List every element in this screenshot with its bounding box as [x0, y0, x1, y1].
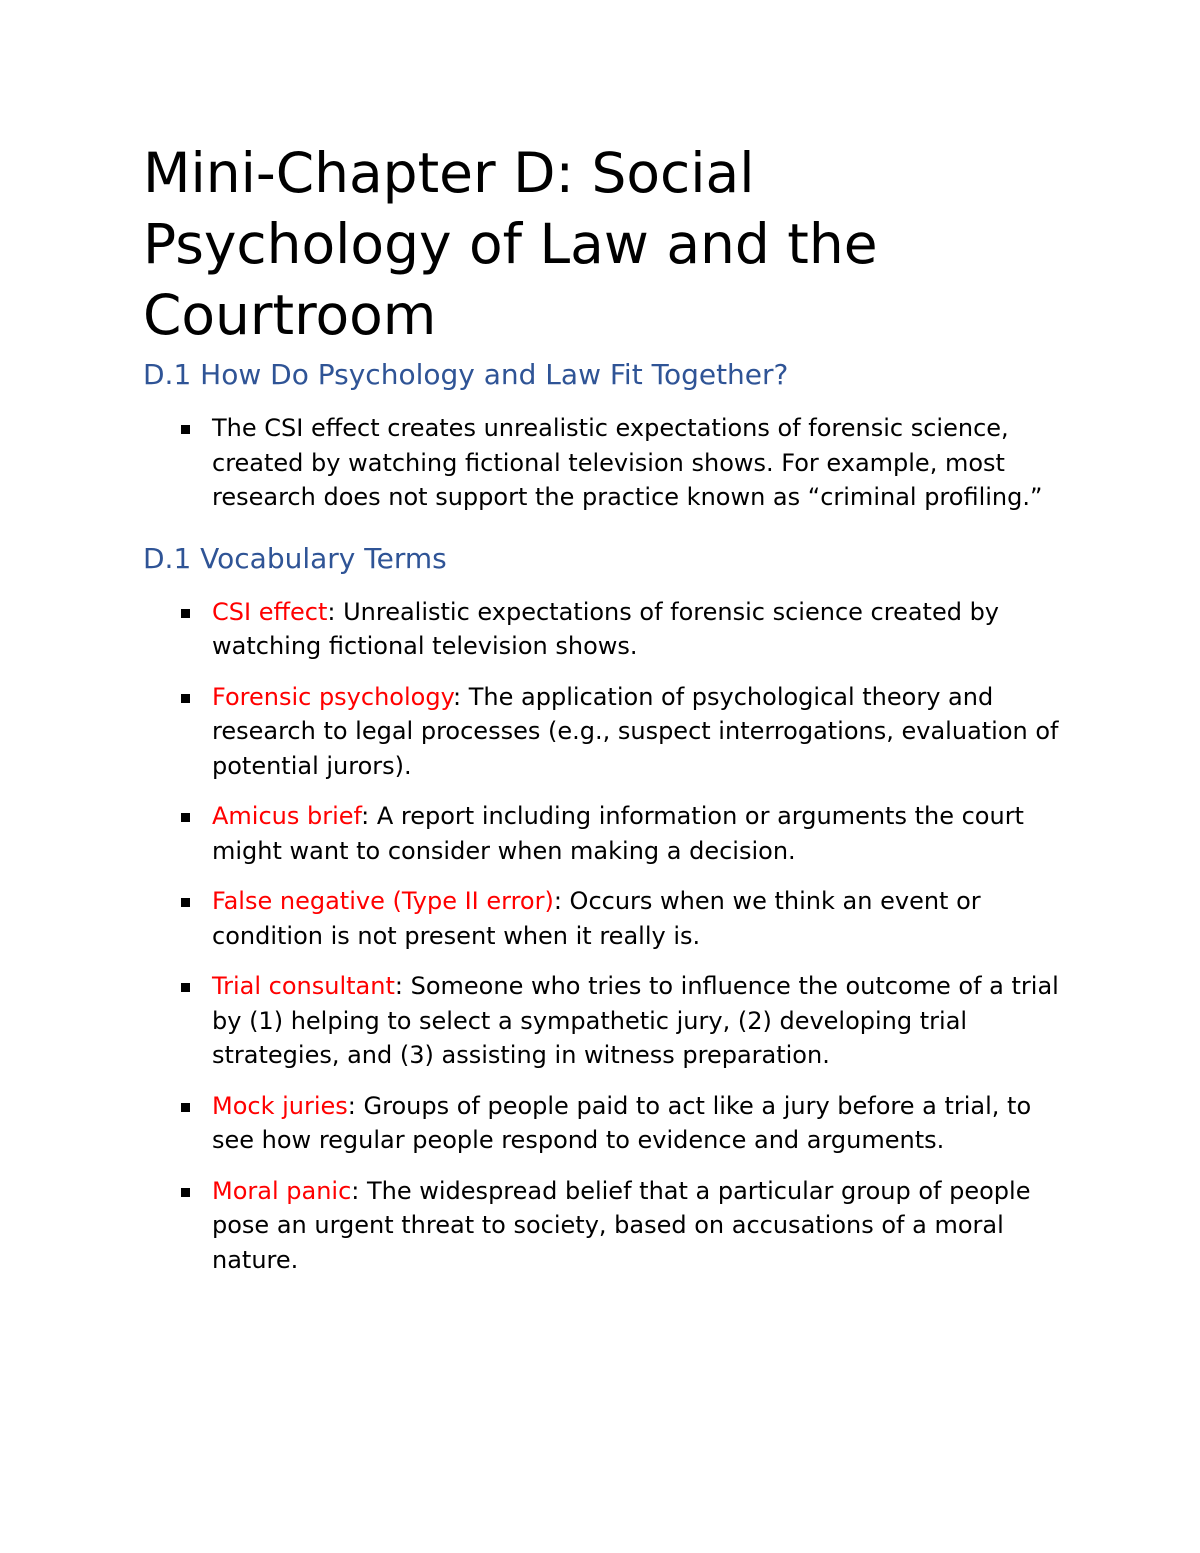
vocab-item-mock-juries — [143, 1089, 1073, 1158]
square-bullet-icon — [181, 1103, 190, 1112]
vocab-definition: : Groups of people paid to act like a jury before a trial, to see how regular people respond to evidence and arguments. — [212, 1091, 1032, 1154]
vocabulary-list — [143, 595, 1073, 1278]
section-heading-vocabulary-terms: D.1 Vocabulary Terms — [143, 541, 447, 575]
square-bullet-icon — [181, 425, 190, 434]
section-1-bullet-list — [143, 411, 1073, 515]
vocab-definition: : The application of psychological theory and research to legal processes (e.g., suspect interrogations, evaluation of potential jurors). — [212, 682, 1059, 780]
vocab-definition: : A report including information or arguments the court might want to consider when making a decision. — [212, 802, 1024, 865]
square-bullet-icon — [181, 813, 190, 822]
list-item — [143, 411, 1073, 515]
vocab-definition: : The widespread belief that a particular group of people pose an urgent threat to society, based on accusations of a moral nature. — [212, 1176, 1031, 1274]
vocab-term: False negative (Type II error) — [212, 887, 554, 915]
document-page — [143, 138, 1073, 1277]
section-heading-how-psychology-and-law-fit: D.1 How Do Psychology and Law Fit Together? — [143, 358, 789, 391]
vocab-item-amicus-brief — [143, 799, 1073, 868]
vocab-item-csi-effect — [143, 595, 1073, 664]
square-bullet-icon — [181, 609, 190, 618]
vocab-item-moral-panic — [143, 1174, 1073, 1278]
vocab-term: Amicus brief — [212, 802, 362, 830]
vocab-term: CSI effect — [212, 597, 328, 626]
square-bullet-icon — [181, 898, 190, 907]
vocab-item-false-negative — [143, 884, 1073, 953]
document-title: Mini-Chapter D: Social Psychology of Law and the Courtroom — [143, 141, 878, 347]
vocab-definition: : Someone who tries to influence the outcome of a trial by (1) helping to select a sympathetic jury, (2) developing trial strategies, and (3) assisting in witness preparation. — [212, 972, 1059, 1069]
vocab-item-trial-consultant — [143, 969, 1073, 1073]
square-bullet-icon — [181, 1188, 190, 1197]
vocab-term: Forensic psychology — [212, 682, 454, 711]
vocab-definition: : Unrealistic expectations of forensic science created by watching fictional television shows. — [212, 597, 1000, 660]
square-bullet-icon — [181, 983, 190, 992]
vocab-term: Moral panic — [212, 1176, 352, 1205]
vocab-term: Trial consultant — [212, 972, 395, 1000]
list-item-text: The CSI effect creates unrealistic expectations of forensic science, created by watching fictional television shows. For example, most research does not support the practice known as “criminal profiling.” — [212, 414, 1043, 511]
vocab-definition: : Occurs when we think an event or condition is not present when it really is. — [212, 887, 981, 950]
vocab-item-forensic-psychology — [143, 680, 1073, 784]
square-bullet-icon — [181, 694, 190, 703]
vocab-term: Mock juries — [212, 1091, 348, 1120]
